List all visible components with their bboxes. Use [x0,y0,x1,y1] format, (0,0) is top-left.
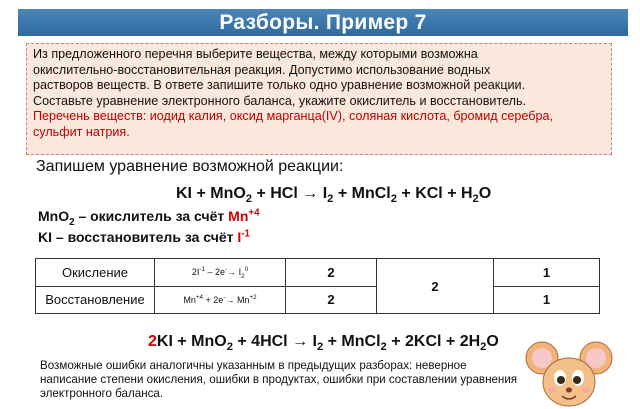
task-line: Составьте уравнение электронного баланса, укажите окислитель и восстановитель. [33,93,527,108]
reducer-atom: $I^{-1}$ [237,228,250,245]
lcm-value: 2 [377,259,494,314]
reducer-line: KI – восстановитель за счёт $I^{-1}$ [38,228,250,245]
task-box [26,43,612,155]
arrow-icon: → [225,294,235,305]
arrow-icon: → [227,267,237,278]
table-row [36,259,600,287]
reaction-equation: KI + MnO$_2$ + HCl → $I_2$ + MnCl$_2$ + KCl + $H_2O$ [176,185,492,206]
coefficient: 1 [494,259,600,287]
arrow-icon: → [302,185,319,202]
process-label: Восстановление [36,286,155,314]
substance-list: Перечень веществ: иодид калия, оксид марганца(IV), соляная кислота, бромид серебра, [33,109,553,124]
coefficient: 1 [494,286,600,314]
process-label: Окисление [36,259,155,287]
half-reaction: $2I^{-1} - 2e^-\to I_2^0$ [155,259,286,287]
task-line: окислительно-восстановительная реакция. Допустимо использование водных [33,62,491,77]
arrow-icon: → [292,333,309,350]
mouse-mascot-icon [524,340,614,409]
oxidizer-line: MnO$_2$ – окислитель за счёт $Mn^{+4}$ [38,207,260,228]
slide-title: Разборы. Пример 7 [18,9,628,36]
electron-count: 2 [286,286,377,314]
final-equation: $2KI + MnO_2 + 4HCl \to I_2$ + MnCl$_2$ + $2KCl + 2H_2O$ [148,333,499,354]
electron-count: 2 [286,259,377,287]
task-line: растворов веществ. В ответе запишите только одно уравнение возможной реакции. [33,78,526,93]
half-reaction: $Mn^{+4} + 2e^-\to Mn^{+2}$ [155,286,286,314]
table-row [36,286,600,314]
errors-note: Возможные ошибки аналогичны указанным в предыдущих разборах: неверное написание степени окисления, ошибки в продуктах, ошибки при составлении уравнения электронного баланса. [40,359,518,400]
solution-heading: Запишем уравнение возможной реакции: [36,158,344,175]
oxidizer-atom: $Mn^{+4}$ [228,207,260,224]
task-line: Из предложенного перечня выберите вещества, между которыми возможна [33,47,478,61]
substance-list: сульфит натрия. [33,124,130,139]
electron-balance-table [35,258,600,314]
